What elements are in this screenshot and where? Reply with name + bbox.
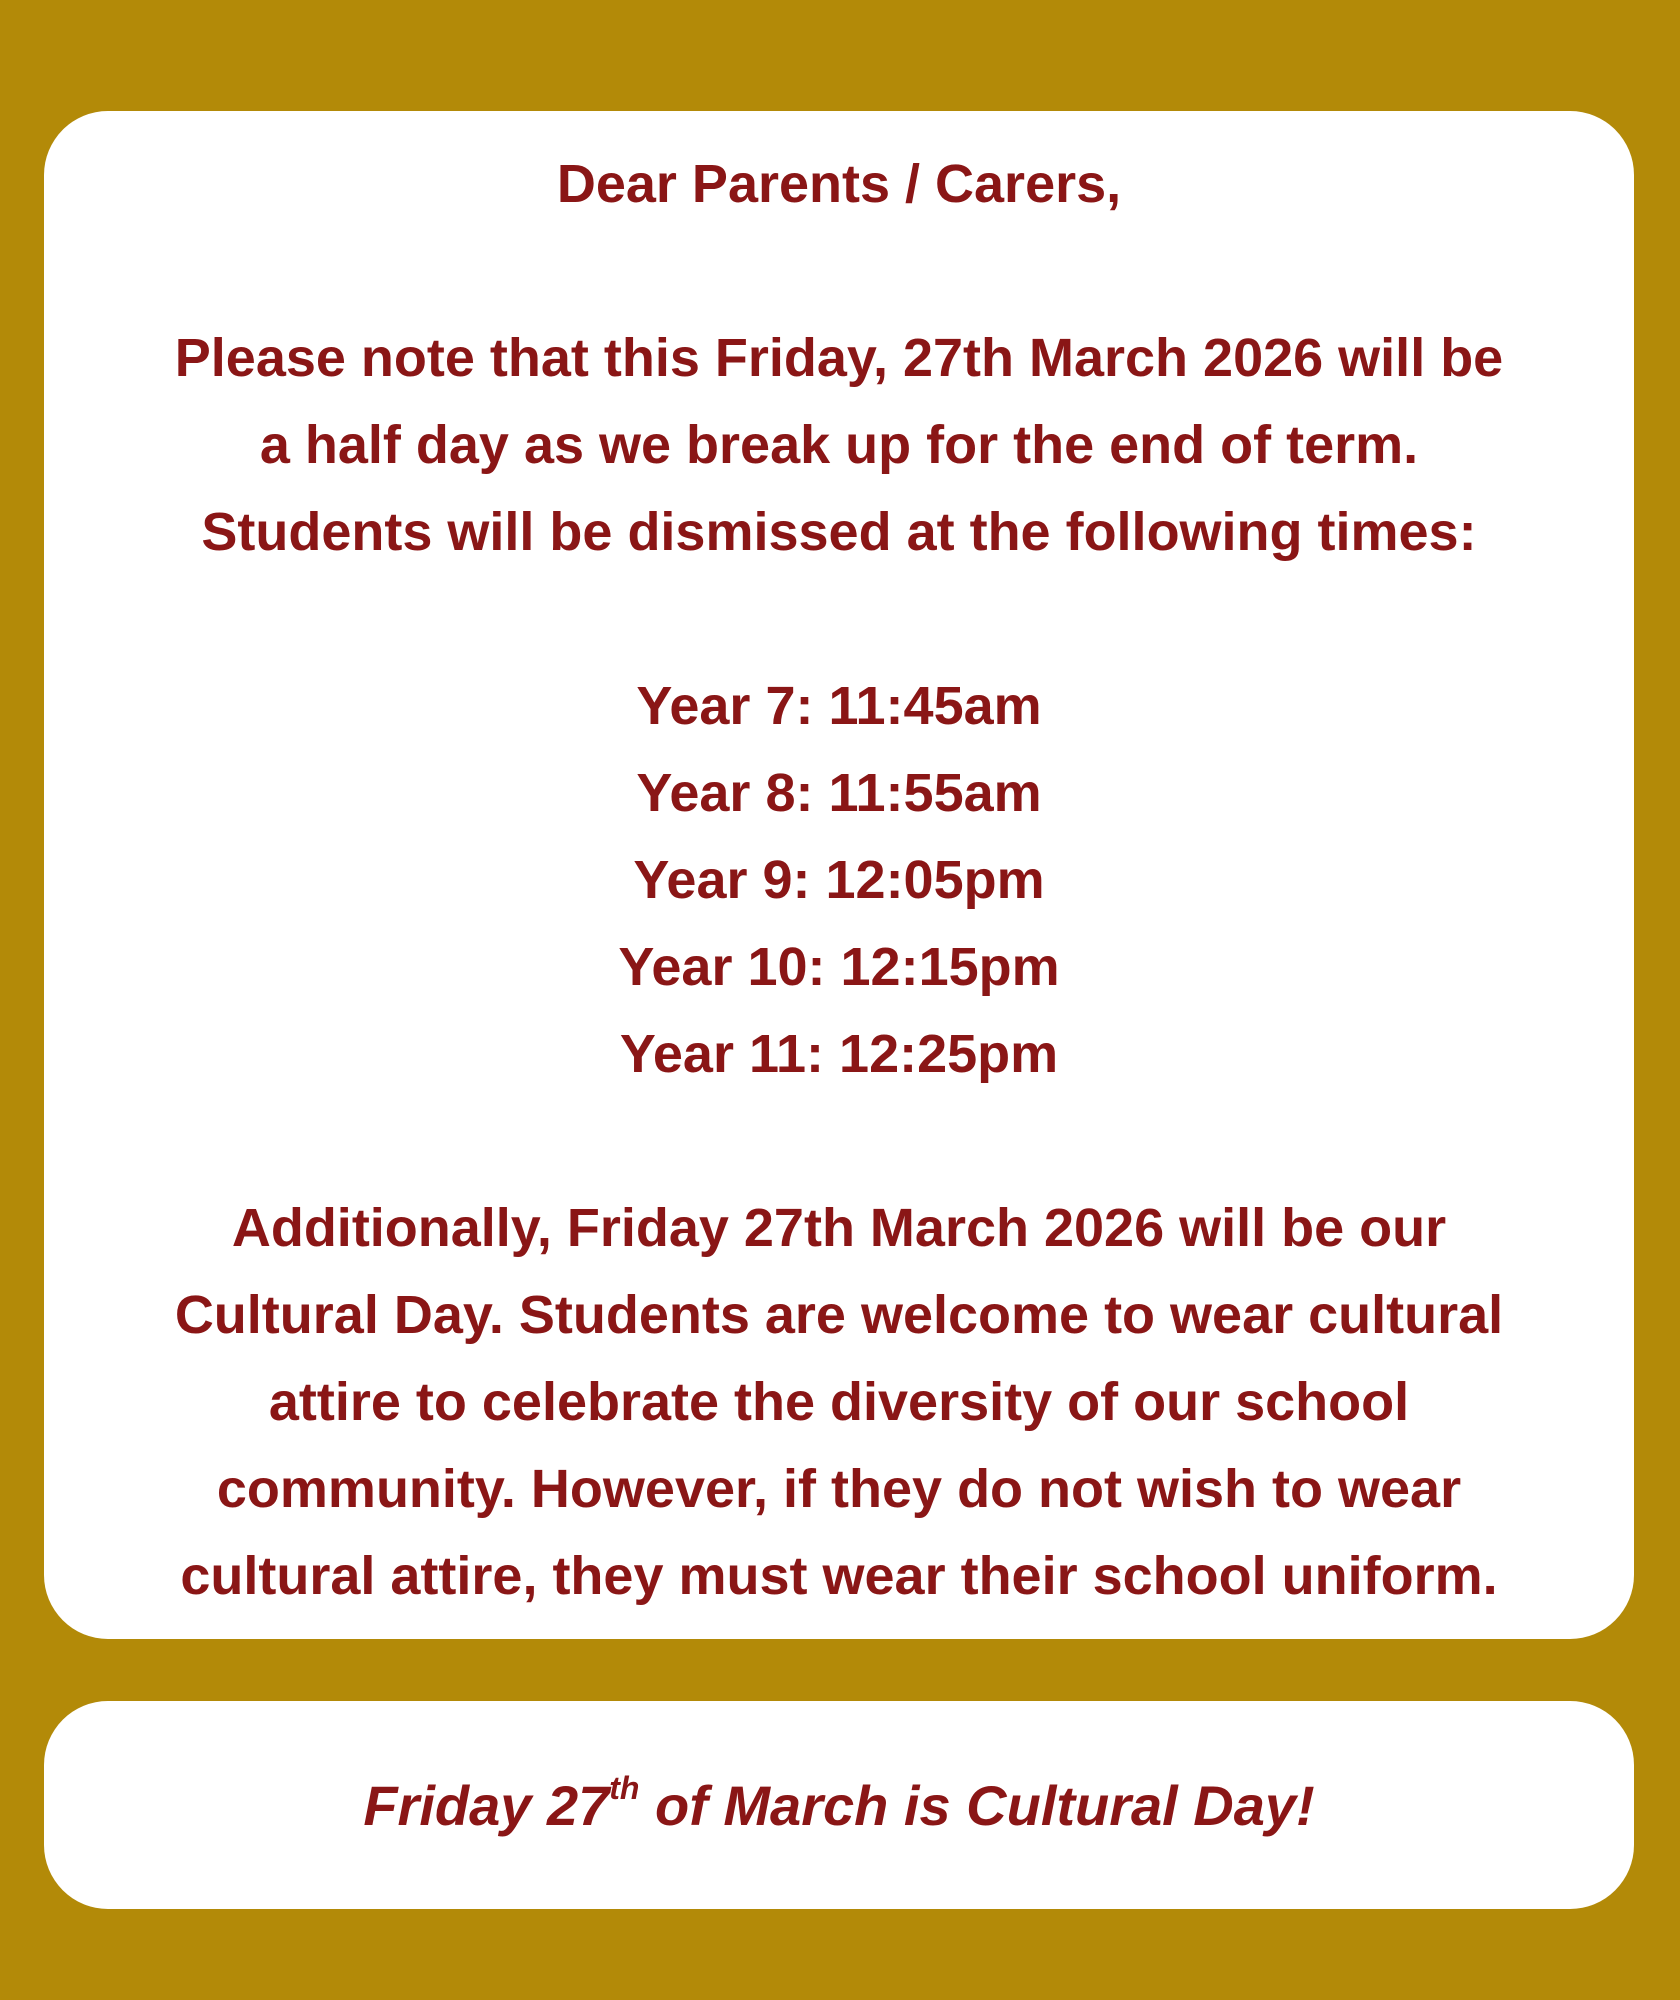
schedule-year-10: Year 10: 12:15pm	[618, 937, 1060, 997]
spacer	[44, 228, 1634, 315]
notice-line: Students will be dismissed at the following times:	[201, 502, 1477, 562]
banner-prefix: Friday 27	[363, 1773, 610, 1837]
banner-suffix: of March is Cultural Day!	[639, 1773, 1315, 1837]
schedule-year-7: Year 7: 11:45am	[636, 676, 1042, 736]
cultural-day-banner	[44, 1701, 1634, 1909]
notice-line: Please note that this Friday, 27th March 2026 will be	[174, 328, 1504, 388]
cultural-line: Additionally, Friday 27th March 2026 will be our	[231, 1198, 1447, 1258]
banner-superscript: th	[609, 1769, 640, 1806]
spacer	[44, 1098, 1634, 1185]
banner-text	[363, 1769, 1315, 1838]
cultural-line: attire to celebrate the diversity of our school	[268, 1372, 1410, 1432]
schedule-year-8: Year 8: 11:55am	[636, 763, 1042, 823]
notice-line: a half day as we break up for the end of term.	[259, 415, 1419, 475]
cultural-line: Cultural Day. Students are welcome to wear cultural	[174, 1285, 1504, 1345]
cultural-line: community. However, if they do not wish to wear	[216, 1459, 1462, 1519]
greeting: Dear Parents / Carers,	[556, 154, 1122, 214]
spacer	[44, 576, 1634, 663]
schedule-year-11: Year 11: 12:25pm	[619, 1024, 1059, 1084]
cultural-line: cultural attire, they must wear their school uniform.	[180, 1546, 1498, 1606]
notice-card	[44, 111, 1634, 1639]
schedule-year-9: Year 9: 12:05pm	[633, 850, 1045, 910]
